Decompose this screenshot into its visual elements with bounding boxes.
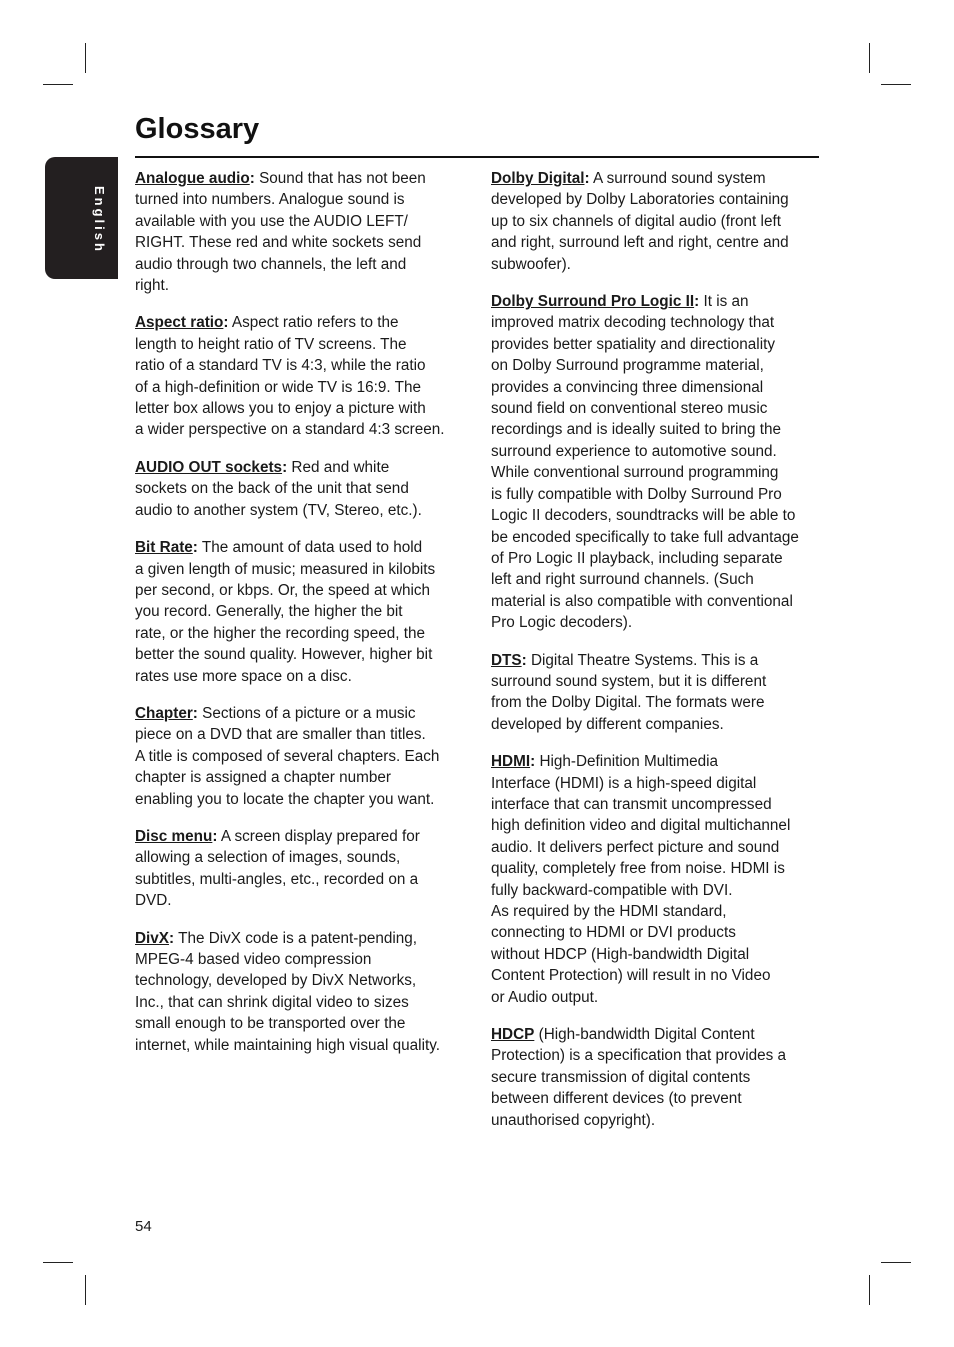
glossary-entry: [135, 312, 465, 440]
glossary-term: Bit Rate: [135, 539, 193, 557]
glossary-definition: A screen display prepared for allowing a selection of images, sounds, subtitles, multi-angles, etc., recorded on a DVD.: [135, 827, 420, 910]
glossary-term: Dolby Digital: [491, 170, 585, 187]
language-label: English: [92, 186, 107, 254]
term-colon: :: [223, 314, 229, 332]
glossary-term: HDMI: [491, 753, 531, 771]
glossary-entry: [491, 291, 821, 634]
term-colon: :: [192, 539, 198, 557]
glossary-entry: [491, 650, 821, 736]
term-colon: :: [694, 293, 700, 311]
glossary-definition: Red and white sockets on the back of the unit that send audio to another system (TV, Stereo, etc.).: [135, 458, 422, 519]
term-colon: :: [530, 753, 536, 771]
glossary-definition: It is an improved matrix decoding technology that provides better spatiality and directionality on Dolby Surround programme material, provides a convincing three dimensional sound field on conventional stereo music recordings and is ideally suited to bring the surround experience to automotive sound. While conventional surround programming is fully compatible with Dolby Surround Pro Logic II decoders, soundtracks will be able to be encoded specifically to take full advantage of Pro Logic II playback, including separate left and right surround channels. (Such material is also compatible with conventional Pro Logic decoders).: [491, 293, 799, 632]
glossary-entry: [491, 1024, 821, 1131]
term-colon: :: [192, 704, 198, 722]
glossary-term: Dolby Surround Pro Logic II: [491, 293, 695, 311]
glossary-definition: Aspect ratio refers to the length to height ratio of TV screens. The ratio of a standard TV is 4:3, while the ratio of a high-definition or wide TV is 16:9. The letter box allows you to enjoy a picture with a wider perspective on a standard 4:3 screen.: [135, 314, 445, 439]
page-number: 54: [135, 1218, 152, 1235]
glossary-column-right: [491, 168, 821, 1147]
language-tab: [45, 157, 118, 279]
glossary-entry: [491, 168, 821, 275]
glossary-definition: Sound that has not been turned into numbers. Analogue sound is available with you use the AUDIO LEFT/ RIGHT. These red and white sockets send audio through two channels, the left and right.: [135, 170, 426, 295]
crop-mark: [43, 84, 73, 85]
glossary-entry: [135, 457, 465, 521]
glossary-definition: Digital Theatre Systems. This is a surround sound system, but it is different from the Dolby Digital. The formats were developed by different companies.: [491, 651, 767, 733]
glossary-definition: Sections of a picture or a music piece on a DVD that are smaller than titles. A title is composed of several chapters. Each chapter is assigned a chapter number enabling you to locate the chapter you want.: [135, 704, 440, 808]
term-colon: :: [169, 929, 175, 947]
glossary-entry: [135, 703, 465, 810]
glossary-definition: The amount of data used to hold a given length of music; measured in kilobits per second, or kbps. Or, the speed at which you record. Generally, the higher the bit rate, or the higher the recording speed, the better the sound quality. However, higher bit rates use more space on a disc.: [135, 539, 436, 685]
glossary-entry: [135, 168, 465, 296]
crop-mark: [881, 1262, 911, 1263]
glossary-definition: (High-bandwidth Digital Content Protection) is a specification that provides a secure transmission of digital contents between different devices (to prevent unauthorised copyright).: [491, 1026, 787, 1129]
term-colon: :: [521, 651, 527, 669]
crop-mark: [869, 43, 870, 73]
crop-mark: [869, 1275, 870, 1305]
glossary-entry: [491, 751, 821, 1008]
crop-mark: [85, 1275, 86, 1305]
glossary-term: DivX: [135, 929, 170, 947]
glossary-term: Aspect ratio: [135, 314, 224, 332]
term-colon: :: [584, 170, 590, 187]
glossary-term: Analogue audio: [135, 170, 250, 187]
glossary-term: AUDIO OUT sockets: [135, 458, 283, 476]
crop-mark: [85, 43, 86, 73]
glossary-definition: High-Definition Multimedia Interface (HDMI) is a high-speed digital interface that can transmit uncompressed high definition video and digital multichannel audio. It delivers perfect picture and sound quality, completely free from noise. HDMI is fully backward-compatible with DVI. As required by the HDMI standard, connecting to HDMI or DVI products without HDCP (High-bandwidth Digital Content Protection) will result in no Video or Audio output.: [491, 753, 791, 1006]
term-colon: :: [212, 827, 218, 845]
title-divider: [135, 156, 819, 158]
glossary-term: HDCP: [491, 1026, 535, 1044]
glossary-definition: The DivX code is a patent-pending, MPEG-4 based video compression technology, developed by DivX Networks, Inc., that can shrink digital video to sizes small enough to be transported over the internet, while maintaining high visual quality.: [135, 929, 440, 1054]
glossary-column-left: [135, 168, 465, 1072]
glossary-term: DTS: [491, 651, 522, 669]
glossary-term: Disc menu: [135, 827, 213, 845]
glossary-term: Chapter: [135, 704, 193, 722]
glossary-entry: [135, 928, 465, 1056]
crop-mark: [43, 1262, 73, 1263]
glossary-entry: [135, 537, 465, 687]
glossary-entry: [135, 826, 465, 912]
term-colon: :: [282, 458, 288, 476]
page-title: Glossary: [135, 113, 260, 145]
glossary-definition: A surround sound system developed by Dolby Laboratories containing up to six channels of digital audio (front left and right, surround left and right, centre and subwoofer).: [491, 170, 789, 273]
term-colon: :: [249, 170, 255, 187]
crop-mark: [881, 84, 911, 85]
